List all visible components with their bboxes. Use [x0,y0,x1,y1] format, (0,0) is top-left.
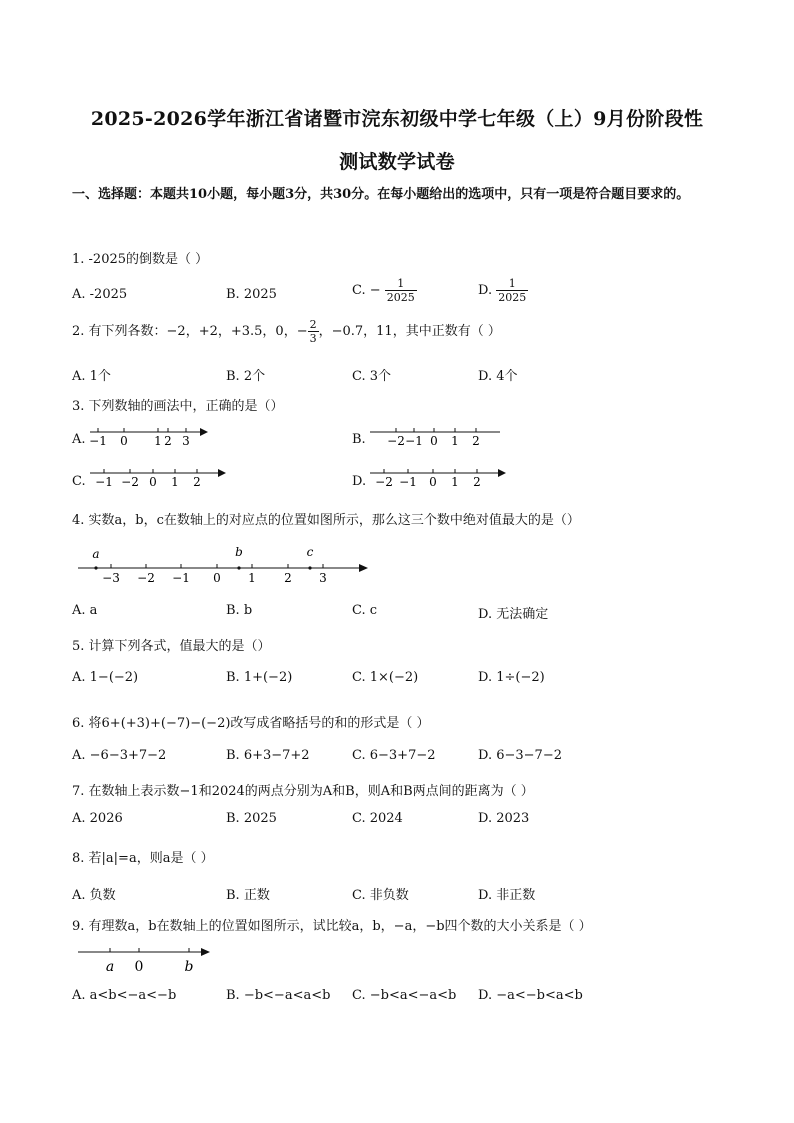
q9-option-d: D. −a<−b<a<b [478,988,583,1003]
exam-title-line1: 2025-2026学年浙江省诸暨市浣东初级中学七年级（上）9月份阶段性 [90,108,704,130]
q7-option-d: D. 2023 [478,811,530,826]
question-7-stem: 7. 在数轴上表示数−1和2024的两点分别为A和B，则A和B两点间的距离为（ ） [72,784,534,799]
q4-tick-1: −3 [102,571,120,585]
q2-fraction: $\frac{2}{3}$ [309,318,317,345]
q3-option-a-label: A. [72,432,86,447]
q4-tick-5: 1 [248,571,256,585]
question-9-stem: 9. 有理数a，b在数轴上的位置如图所示，试比较a，b，−a，−b四个数的大小关系是（ ） [72,919,592,934]
q3b-tick-2: −1 [405,434,423,448]
q4-option-a: A. a [72,603,98,618]
q3d-tick-1: −2 [375,475,393,489]
q4-number-line [76,542,376,588]
q5-option-a: A. 1−(−2) [72,670,139,685]
q3a-tick-4: 2 [164,434,172,448]
q8-option-b: B. 正数 [226,888,270,903]
q4-tick-6: 2 [284,571,292,585]
question-1-stem: 1. -2025的倒数是（ ） [72,252,209,267]
q3-option-b-label: B. [352,432,366,447]
q9-option-b: B. −b<−a<a<b [226,988,331,1003]
question-2-stem: 2. 有下列各数：−2，+2，+3.5，0，− $\frac{2}{3}$ ，−0.7，11，其中正数有（ ） [72,318,501,345]
q1-d-fraction: $\frac{1}{2025}$ [498,277,527,304]
q9-option-a: A. a<b<−a<−b [72,988,177,1003]
q6-option-d: D. 6−3−7−2 [478,748,562,763]
q8-option-d: D. 非正数 [478,888,536,903]
q8-option-c: C. 非负数 [352,888,409,903]
q3c-tick-1: −1 [95,475,113,489]
q5-option-c: C. 1×(−2) [352,670,419,685]
q7-option-b: B. 2025 [226,811,277,826]
q2-option-c: C. 3个 [352,369,392,384]
q9-option-c: C. −b<a<−a<b [352,988,457,1003]
q1-c-fraction: $\frac{1}{2025}$ [386,277,415,304]
q9-number-line [76,942,221,976]
q8-option-a: A. 负数 [72,888,116,903]
q3-option-d-label: D. [352,474,367,489]
q1-option-b: B. 2025 [226,287,277,302]
section-intro: 一、选择题：本题共10小题，每小题3分，共30分。在每小题给出的选项中，只有一项是符合题目要求的。 [72,187,690,202]
q3a-tick-2: 0 [120,434,128,448]
q7-option-a: A. 2026 [72,811,123,826]
q4-tick-7: 3 [319,571,327,585]
q4-tick-2: −2 [137,571,155,585]
q3b-tick-1: −2 [387,434,405,448]
q5-option-b: B. 1+(−2) [226,670,293,685]
q3-axis-c [86,463,231,491]
q3a-tick-1: −1 [89,434,107,448]
q3d-tick-5: 2 [473,475,481,489]
q3c-tick-5: 2 [193,475,201,489]
question-3-stem: 3. 下列数轴的画法中，正确的是（） [72,399,284,414]
q3-axis-d [366,463,511,491]
q2-option-d: D. 4个 [478,369,518,384]
q3-option-c-label: C. [72,474,86,489]
q3d-tick-2: −1 [399,475,417,489]
q3c-tick-3: 0 [149,475,157,489]
question-4-stem: 4. 实数a，b，c在数轴上的对应点的位置如图所示，那么这三个数中绝对值最大的是（） [72,513,580,528]
q7-option-c: C. 2024 [352,811,403,826]
q3a-tick-3: 1 [154,434,162,448]
q3b-tick-4: 1 [451,434,459,448]
q9-point-b: b [184,959,194,975]
q9-point-a: a [105,959,115,975]
q3c-tick-2: −2 [121,475,139,489]
q5-option-d: D. 1÷(−2) [478,670,545,685]
q9-point-0: 0 [134,959,144,975]
question-5-stem: 5. 计算下列各式，值最大的是（） [72,639,271,654]
q4-tick-3: −1 [172,571,190,585]
q3c-tick-4: 1 [171,475,179,489]
q4-option-c: C. c [352,603,378,618]
q3-axis-b [366,422,506,450]
exam-title-line2: 测试数学试卷 [339,151,455,173]
q4-point-a: a [92,547,100,561]
q6-option-a: A. −6−3+7−2 [72,748,167,763]
q2-option-b: B. 2个 [226,369,266,384]
q3-axis-a [86,422,216,450]
q3d-tick-4: 1 [451,475,459,489]
q3d-tick-3: 0 [429,475,437,489]
q1-option-c: C. − $\frac{1}{2025}$ [352,277,415,304]
q2-option-a: A. 1个 [72,369,111,384]
q1-option-d: D. $\frac{1}{2025}$ [478,277,527,304]
q3b-tick-3: 0 [430,434,438,448]
q4-option-b: B. b [226,603,253,618]
q4-option-d: D. 无法确定 [478,607,549,622]
q1-option-a: A. -2025 [72,287,128,302]
q4-point-c: c [306,545,314,559]
q3a-tick-5: 3 [182,434,190,448]
q3b-tick-5: 2 [472,434,480,448]
q4-point-b: b [235,545,243,559]
q6-option-c: C. 6−3+7−2 [352,748,436,763]
q4-tick-4: 0 [213,571,221,585]
question-6-stem: 6. 将6+(+3)+(−7)−(−2)改写成省略括号的和的形式是（ ） [72,716,430,731]
q6-option-b: B. 6+3−7+2 [226,748,310,763]
question-8-stem: 8. 若|a|=a，则a是（ ） [72,851,214,866]
